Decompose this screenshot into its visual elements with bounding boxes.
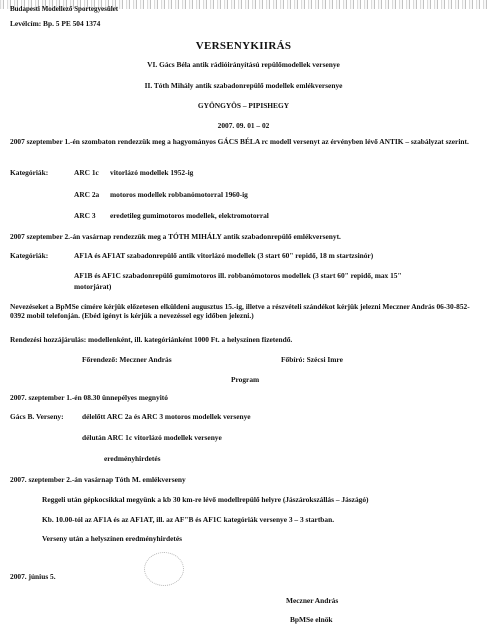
intro-saturday: 2007 szeptember 1.-én szombaton rendezzük meg a hagyományos GÁCS BÉLA rc modell versenyt az érvényben lévő ANTIK – szabályzat szerint. xyxy=(10,137,469,146)
fee-info: Rendezési hozzájárulás: modellenként, ill. kategóriánként 1000 Ft. a helyszínen fizetendő. xyxy=(10,335,293,344)
event-place: GYÖNGYÖS – PIPISHEGY xyxy=(197,101,290,110)
event-line-1: VI. Gács Béla antik rádióirányítású repülőmodellek versenye xyxy=(147,60,340,69)
program-results-saturday: eredményhirdetés xyxy=(104,454,161,463)
document-date: 2007. június 5. xyxy=(10,572,56,581)
category-code: ARC 1c xyxy=(74,168,99,177)
signer-role: BpMSe elnök xyxy=(290,615,333,624)
program-afternoon: délután ARC 1c vitorlázó modellek versenye xyxy=(82,433,222,442)
event-date: 2007. 09. 01 – 02 xyxy=(217,121,270,130)
categories-label-2: Kategóriák: xyxy=(10,251,49,260)
category-row-af1b-cont: motorjárat) xyxy=(74,282,112,291)
category-row-af1b: AF1B és AF1C szabadonrepülő gumimotoros ill. robbanómotoros modellek (3 start 60" repidő, max 15" xyxy=(74,271,402,280)
category-desc: vitorlázó modellek 1952-ig xyxy=(110,168,194,177)
intro-sunday: 2007 szeptember 2.-án vasárnap rendezzük meg a TÓTH MIHÁLY antik szabadonrepülő emlékversenyt. xyxy=(10,232,341,241)
org-name: Budapesti Modellező Sportegyesület xyxy=(10,5,119,13)
category-desc: motoros modellek robbanómotorral 1960-ig xyxy=(110,190,248,199)
main-organizer: Főrendező: Meczner András xyxy=(82,355,172,364)
categories-label-1: Kategóriák: xyxy=(10,168,49,177)
event-line-2: II. Tóth Mihály antik szabadonrepülő modellek emlékversenye xyxy=(144,81,343,90)
program-sunday-travel: Reggeli után gépkocsikkal megyünk a kb 30 km-re lévő modellrepülő helyre (Jászárokszállás – Jászágó) xyxy=(42,495,369,504)
program-title: Program xyxy=(231,375,260,384)
document-title: VERSENYKIIRÁS xyxy=(195,40,292,52)
category-code: ARC 3 xyxy=(74,211,96,220)
category-row-af1a: AF1A és AF1AT szabadonrepülő antik vitorlázó modellek (3 start 60" repidő, 18 m startzsinór) xyxy=(74,251,374,260)
signer-name: Meczner András xyxy=(286,596,339,605)
main-judge: Főbíró: Szécsi Imre xyxy=(281,355,343,364)
program-results-sunday: Verseny után a helyszínen eredményhirdetés xyxy=(42,534,183,543)
category-code: ARC 2a xyxy=(74,190,100,199)
program-sunday: 2007. szeptember 2.-án vasárnap Tóth M. emlékverseny xyxy=(10,475,186,484)
program-sunday-contest: Kb. 10.00-tól az AF1A és az AF1AT, ill. az AF"B és AF1C kategóriák versenye 3 – 3 startban. xyxy=(42,515,335,524)
program-saturday: 2007. szeptember 1.-én 08.30 ünnepélyes megnyitó xyxy=(10,393,168,402)
category-desc: eredetileg gumimotoros modellek, elektromotorral xyxy=(110,211,269,220)
stamp-mark xyxy=(144,552,184,586)
program-morning: délelőtt ARC 2a és ARC 3 motoros modellek versenye xyxy=(82,412,251,421)
entry-info: Nevezéseket a BpMSe címére kérjük előzetesen elküldeni augusztus 15.-ig, illetve a részvételi szándékot kérjük jelezni Meczner András 06-30-852-0392 mobil telefonján. (Ebéd igényt is kérjük a nevezéssel egy időben jelezni.) xyxy=(10,302,470,320)
org-address: Levélcím: Bp. 5 PE 504 1374 xyxy=(10,19,101,28)
program-gacs-label: Gács B. Verseny: xyxy=(10,412,64,421)
